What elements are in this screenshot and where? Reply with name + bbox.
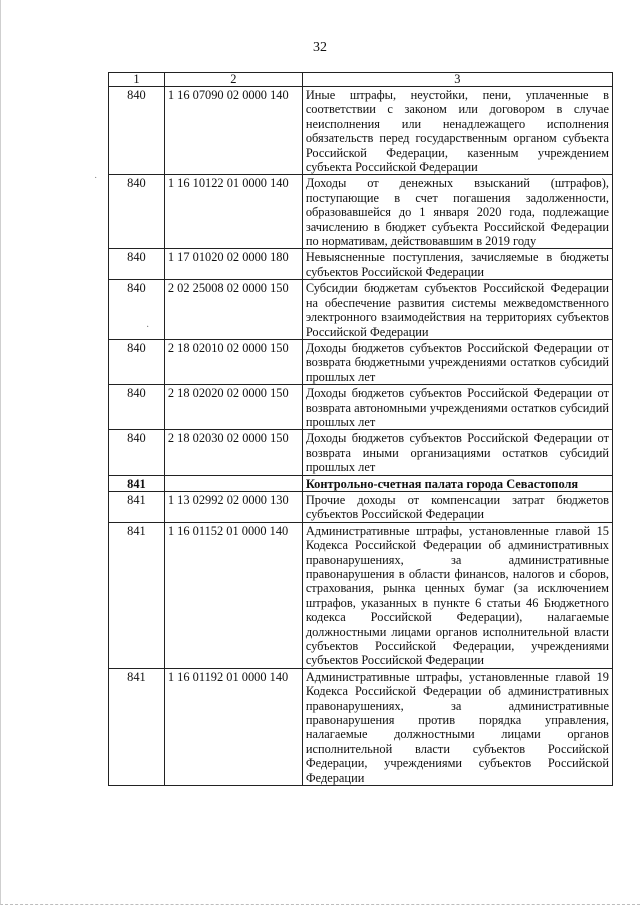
table-row: [109, 385, 613, 430]
budget-code-cell: 1 17 01020 02 0000 180: [164, 249, 302, 280]
table-row: [109, 668, 613, 785]
budget-code-cell: 2 18 02010 02 0000 150: [164, 339, 302, 384]
admin-code-cell: 840: [109, 280, 165, 340]
admin-code-cell: 841: [109, 475, 165, 491]
budget-code-cell: 1 16 07090 02 0000 140: [164, 87, 302, 175]
admin-code-cell: 840: [109, 87, 165, 175]
description-cell: Доходы бюджетов субъектов Российской Федерации от возврата автономными учреждениями остатков субсидий прошлых лет: [302, 385, 612, 430]
budget-code-cell: [164, 475, 302, 491]
admin-code-cell: 840: [109, 249, 165, 280]
table-row: [109, 249, 613, 280]
page-number: 32: [313, 40, 327, 55]
description-cell: Прочие доходы от компенсации затрат бюджетов субъектов Российской Федерации: [302, 491, 612, 522]
column-header-2: 2: [164, 73, 302, 87]
table-row: [109, 280, 613, 340]
table-row: [109, 430, 613, 475]
header-row: [109, 73, 613, 87]
budget-codes-table: [108, 72, 613, 786]
budget-code-cell: 1 16 01152 01 0000 140: [164, 522, 302, 668]
description-cell: Доходы бюджетов субъектов Российской Федерации от возврата бюджетными учреждениями остатков субсидий прошлых лет: [302, 339, 612, 384]
table-row: [109, 522, 613, 668]
table-row: [109, 339, 613, 384]
table-row: [109, 491, 613, 522]
admin-code-cell: 840: [109, 175, 165, 249]
description-cell: Административные штрафы, установленные главой 19 Кодекса Российской Федерации об административных правонарушениях, за административные правонарушения против порядка управления, налагаемые должностными лицами органов исполнительной власти субъектов Российской Федерации, учреждениями субъектов Российской Федерации: [302, 668, 612, 785]
description-cell: Невыясненные поступления, зачисляемые в бюджеты субъектов Российской Федерации: [302, 249, 612, 280]
admin-code-cell: 840: [109, 339, 165, 384]
table-row: [109, 175, 613, 249]
admin-code-cell: 840: [109, 430, 165, 475]
budget-code-cell: 2 18 02030 02 0000 150: [164, 430, 302, 475]
budget-code-cell: 2 02 25008 02 0000 150: [164, 280, 302, 340]
description-cell: Контрольно-счетная палата города Севастополя: [302, 475, 612, 491]
table-row: [109, 87, 613, 175]
admin-code-cell: 841: [109, 491, 165, 522]
budget-code-cell: 1 16 01192 01 0000 140: [164, 668, 302, 785]
description-cell: Доходы от денежных взысканий (штрафов), поступающие в счет погашения задолженности, образовавшейся до 1 января 2020 года, подлежащие зачислению в бюджет субъекта Российской Федерации по нормативам, действовавшим в 2019 году: [302, 175, 612, 249]
description-cell: Административные штрафы, установленные главой 15 Кодекса Российской Федерации об административных правонарушениях, за административные правонарушения в области финансов, налогов и сборов, страхования, рынка ценных бумаг (за исключением штрафов, указанных в пункте 6 статьи 46 Бюджетного кодекса Российской Федерации), налагаемые должностными лицами органов исполнительной власти субъектов Российской Федерации, учреждениями субъектов Российской Федерации: [302, 522, 612, 668]
budget-code-cell: 1 16 10122 01 0000 140: [164, 175, 302, 249]
admin-code-cell: 841: [109, 668, 165, 785]
admin-code-cell: 840: [109, 385, 165, 430]
column-header-3: 3: [302, 73, 612, 87]
description-cell: Субсидии бюджетам субъектов Российской Федерации на обеспечение развития системы межведомственного электронного взаимодействия на территориях субъектов Российской Федерации: [302, 280, 612, 340]
description-cell: Доходы бюджетов субъектов Российской Федерации от возврата иными организациями остатков субсидий прошлых лет: [302, 430, 612, 475]
description-cell: Иные штрафы, неустойки, пени, уплаченные в соответствии с законом или договором в случае неисполнения или ненадлежащего исполнения обязательств перед государственным органом субъекта Российской Федерации, казенным учреждением субъекта Российской Федерации: [302, 87, 612, 175]
column-header-1: 1: [109, 73, 165, 87]
margin-mark: ·: [146, 322, 150, 333]
admin-code-cell: 841: [109, 522, 165, 668]
budget-code-cell: 2 18 02020 02 0000 150: [164, 385, 302, 430]
budget-code-cell: 1 13 02992 02 0000 130: [164, 491, 302, 522]
table-row: [109, 475, 613, 491]
margin-mark: ˙: [94, 176, 98, 187]
